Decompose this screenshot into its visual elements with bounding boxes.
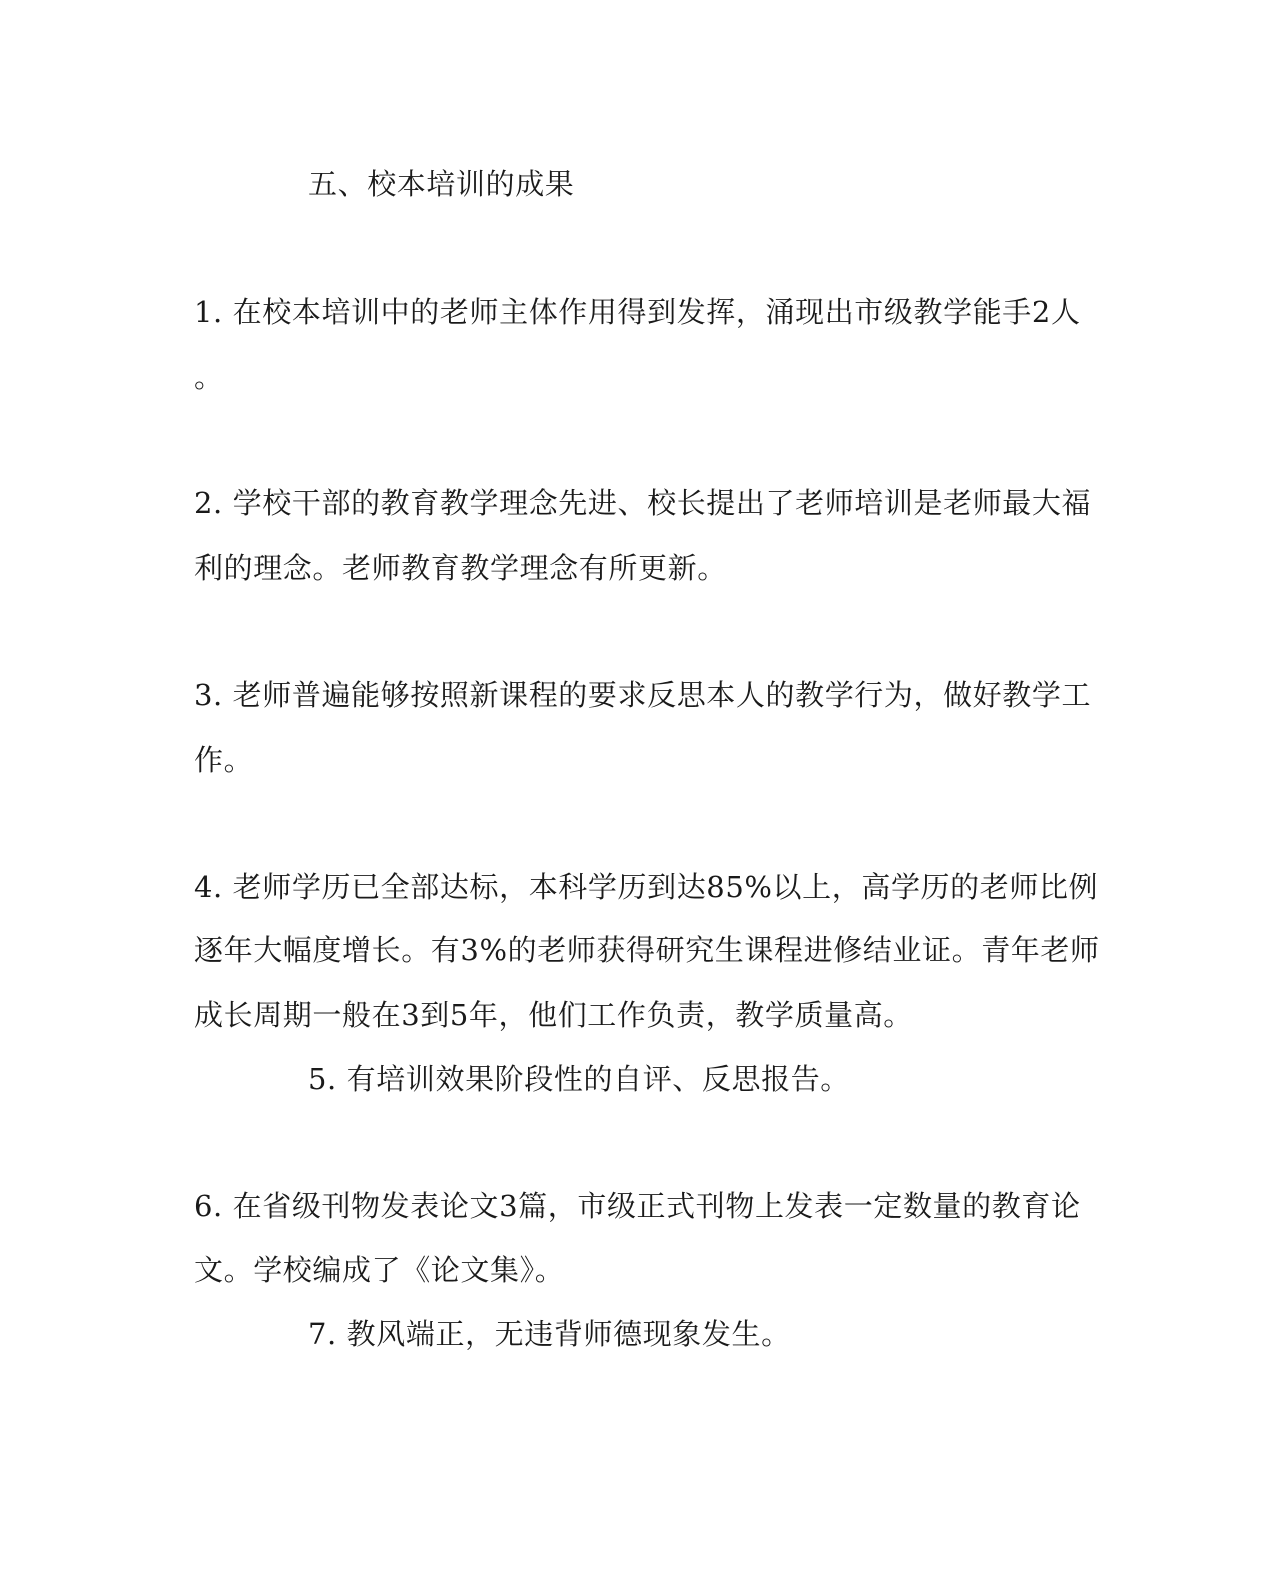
item-5-line-1: 5. 有培训效果阶段性的自评、反思报告。 — [308, 1062, 850, 1096]
item-1-line-1: 1. 在校本培训中的老师主体作用得到发挥，涌现出市级教学能手2人 — [194, 295, 1081, 329]
item-4-line-3: 成长周期一般在3到5年，他们工作负责，教学质量高。 — [194, 998, 913, 1032]
item-2-line-1: 2. 学校干部的教育教学理念先进、校长提出了老师培训是老师最大福 — [194, 486, 1092, 520]
item-7-line-1: 7. 教风端正，无违背师德现象发生。 — [308, 1317, 791, 1351]
item-4-line-1: 4. 老师学历已全部达标，本科学历到达85%以上，高学历的老师比例 — [194, 870, 1099, 904]
item-3-line-2: 作。 — [194, 743, 254, 777]
item-6-line-2: 文。学校编成了《论文集》。 — [194, 1253, 565, 1287]
item-2-line-2: 利的理念。老师教育教学理念有所更新。 — [194, 551, 727, 585]
item-6-line-1: 6. 在省级刊物发表论文3篇，市级正式刊物上发表一定数量的教育论 — [194, 1189, 1081, 1223]
section-heading: 五、校本培训的成果 — [308, 167, 575, 201]
item-3-line-1: 3. 老师普遍能够按照新课程的要求反思本人的教学行为，做好教学工 — [194, 678, 1092, 712]
item-1-line-2: 。 — [194, 360, 224, 394]
item-4-line-2: 逐年大幅度增长。有3%的老师获得研究生课程进修结业证。青年老师 — [194, 933, 1100, 967]
